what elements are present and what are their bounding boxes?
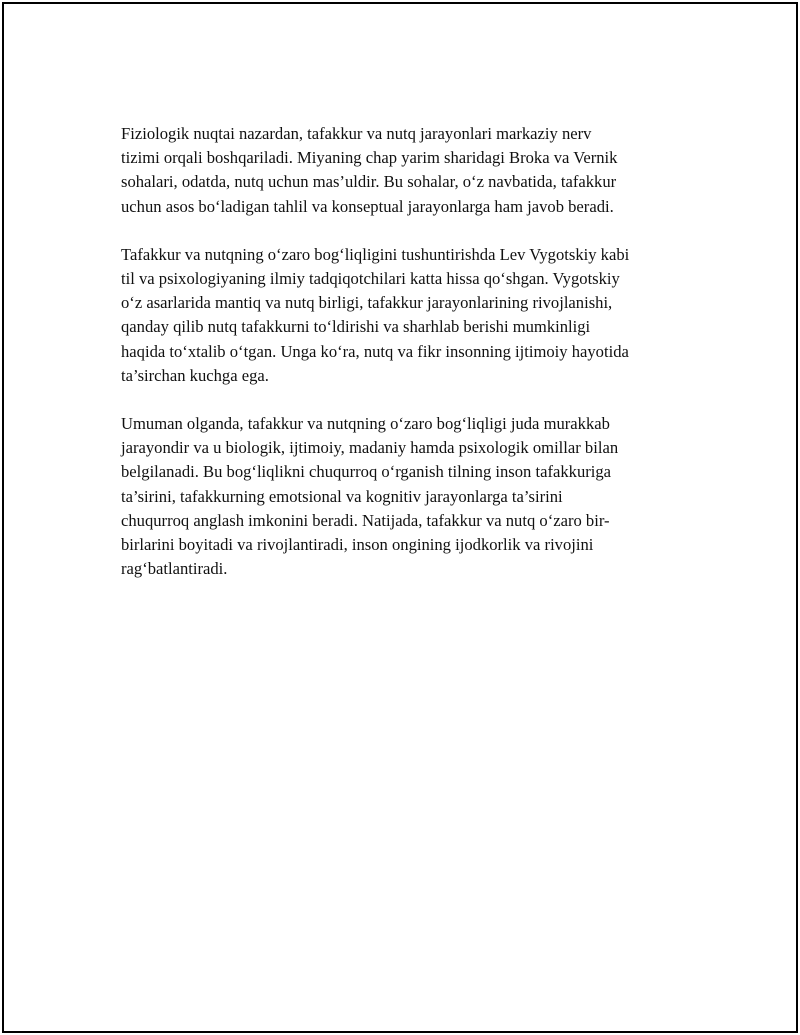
page-content [121,122,691,605]
paragraph-line: rag‘batlantiradi. [121,559,228,579]
paragraph-line: Tafakkur va nutqning o‘zaro bog‘liqligini tushuntirishda Lev Vygotskiy kabi [121,244,630,264]
paragraph-line: til va psixologiyaning ilmiy tadqiqotchilari katta hissa qo‘shgan. Vygotskiy [121,269,620,289]
paragraph-2 [121,243,691,388]
paragraph-line: ta’sirini, tafakkurning emotsional va kognitiv jarayonlarga ta’sirini [121,486,563,506]
paragraph-line: o‘z asarlarida mantiq va nutq birligi, tafakkur jarayonlarining rivojlanishi, [121,293,613,313]
paragraph-3 [121,412,691,581]
paragraph-line: haqida to‘xtalib o‘tgan. Unga ko‘ra, nutq va fikr insonning ijtimoiy hayotida [121,341,629,361]
paragraph-line: qanday qilib nutq tafakkurni to‘ldirishi va sharhlab berishi mumkinligi [121,317,591,337]
paragraph-line: Umuman olganda, tafakkur va nutqning o‘zaro bog‘liqligi juda murakkab [121,414,610,434]
paragraph-line: tizimi orqali boshqariladi. Miyaning chap yarim sharidagi Broka va Vernik [121,148,618,168]
paragraph-line: Fiziologik nuqtai nazardan, tafakkur va nutq jarayonlari markaziy nerv [121,124,592,143]
paragraph-line: jarayondir va u biologik, ijtimoiy, madaniy hamda psixologik omillar bilan [121,438,619,458]
paragraph-line: ta’sirchan kuchga ega. [121,365,269,385]
paragraph-line: sohalari, odatda, nutq uchun mas’uldir. Bu sohalar, o‘z navbatida, tafakkur [121,172,617,192]
paragraph-1 [121,122,691,219]
paragraph-line: birlarini boyitadi va rivojlantiradi, inson ongining ijodkorlik va rivojini [121,535,594,555]
paragraph-line: uchun asos bo‘ladigan tahlil va konseptual jarayonlarga ham javob beradi. [121,196,614,216]
page-frame [2,2,798,1033]
paragraph-line: chuqurroq anglash imkonini beradi. Natijada, tafakkur va nutq o‘zaro bir- [121,510,610,530]
paragraph-line: belgilanadi. Bu bog‘liqlikni chuqurroq o‘rganish tilning inson tafakkuriga [121,462,612,482]
